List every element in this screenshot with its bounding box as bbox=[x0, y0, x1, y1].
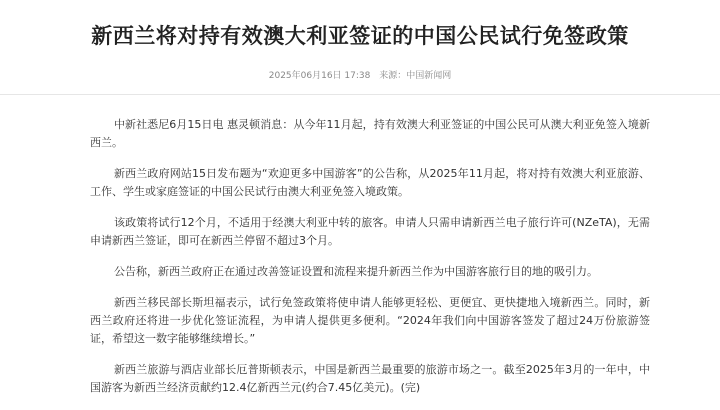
article-paragraph: 中新社悉尼6月15日电 惠灵顿消息：从今年11月起，持有效澳大利亚签证的中国公民可从澳大利亚免签入境新西兰。 bbox=[90, 118, 650, 149]
article-paragraph: 该政策将试行12个月，不适用于经澳大利亚中转的旅客。申请人只需申请新西兰电子旅行许可(NZeTA)，无需申请新西兰签证，即可在新西兰停留不超过3个月。 bbox=[90, 216, 650, 247]
article-paragraph: 新西兰政府网站15日发布题为“欢迎更多中国游客”的公告称，从2025年11月起，将对持有效澳大利亚旅游、工作、学生或家庭签证的中国公民试行由澳大利亚免签入境政策。 bbox=[90, 167, 650, 198]
article-paragraph: 新西兰旅游与酒店业部长厄普斯顿表示，中国是新西兰最重要的旅游市场之一。截至2025年3月的一年中，中国游客为新西兰经济贡献约12.4亿新西兰元(约合7.45亿美元)。(完) bbox=[90, 363, 650, 394]
article-paragraph: 公告称，新西兰政府正在通过改善签证设置和流程来提升新西兰作为中国游客旅行目的地的吸引力。 bbox=[114, 265, 598, 278]
article-body bbox=[90, 116, 650, 410]
article-meta bbox=[0, 68, 720, 81]
article-source: 来源：中国新闻网 bbox=[379, 71, 452, 81]
article-paragraph: 新西兰移民部长斯坦福表示，试行免签政策将使申请人能够更轻松、更便宜、更快捷地入境新西兰。同时，新西兰政府还将进一步优化签证流程，为申请人提供更多便利。“2024年我们向中国游客签发了超过24万份旅游签证，希望这一数字能够继续增长。” bbox=[90, 296, 650, 345]
header-divider bbox=[0, 94, 720, 95]
publish-date: 2025年06月16日 17:38 bbox=[268, 71, 371, 81]
article-title: 新西兰将对持有效澳大利亚签证的中国公民试行免签政策 bbox=[91, 24, 629, 48]
